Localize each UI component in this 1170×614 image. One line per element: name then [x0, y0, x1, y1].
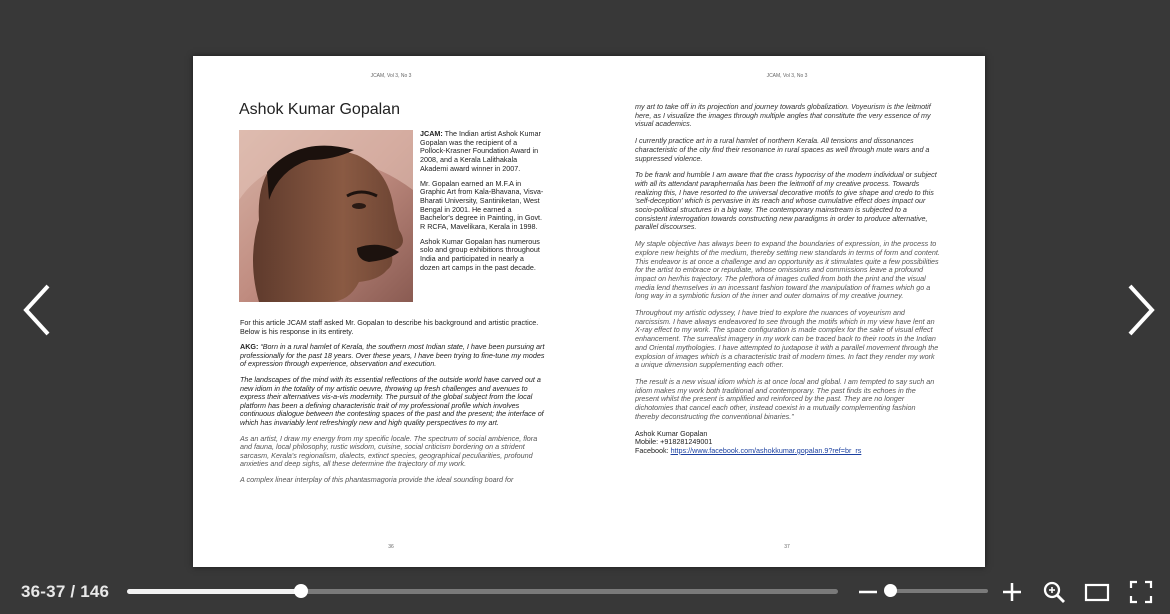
intro-paragraph: [420, 180, 544, 232]
intro-column: [420, 130, 544, 279]
page-view-button[interactable]: [1084, 579, 1110, 605]
energy-paragraph: As an artist, I draw my energy from my specific locale. The spectrum of social ambience, flora and fauna, local philosophy, rustic wisdom, cuisine, social criticism bordering on a strident sarcasm, Kerala's regionalism, dialects, extinct species, geographical peculiarities, profound anxieties and deep sighs, all these determine the trajectory of my work.: [240, 433, 538, 469]
progress-fill: [127, 589, 301, 594]
intro-text-3: Ashok Kumar Gopalan has numerous solo and group exhibitions throughout India and participated in nearly a dozen art camps in the past decade.: [420, 236, 540, 272]
akg-text: “Born in a rural hamlet of Kerala, the southern most Indian state, I have been pursuing art professionally for the past 18 years. Over these years, I have been trying to fine-tune my modes of expression through experience, observation and execution.: [240, 342, 545, 369]
running-head-left: JCAM, Vol 3, No 3: [370, 73, 412, 79]
left-page: [193, 56, 589, 567]
landscapes-paragraph: The landscapes of the mind with its essential reflections of the outside world have carved out a new idiom in the totality of my artistic oeuvre, throwing up fresh challenges and avenues to express their alternatives vis-a-vis modernity. The pursuit of the global subject from the local platform has been a defining characteristic trait of my professional profile which involves continuous dialogue between the contesting spaces of the past and the present; the interface of which has invariably lent refreshingly new and high quality perspectives to my art.: [240, 374, 544, 427]
signature-mobile: Mobile: +918281249001: [635, 437, 713, 447]
right-paragraph: To be frank and humble I am aware that the crass hypocrisy of the modern individual or subject with all its attendant paraphernalia has been the leitmotif of my creative process. Towards realizing this, I have resorted to the universal decorative motifs to give shape and credo to this 'self-deception' which is pervasive in its reach and whose cumulative effect does impact our socio-political structures in a big way. The contemporary mainstream is subjected to a consistent interrogation towards constructing new paradigms in order to produce alternative, parallel discourses.: [635, 170, 937, 232]
viewer-toolbar: [0, 568, 1170, 614]
facebook-link[interactable]: https://www.facebook.com/ashokkumar.gopalan.9?ref=br_rs: [670, 445, 862, 455]
zoom-out-button[interactable]: [855, 579, 881, 605]
intro-text-1: The Indian artist Ashok Kumar Gopalan was the recipient of a Pollock-Krasner Foundation Award in 2008, and a Kerala Lalithakala Akademi award winner in 2007.: [420, 129, 541, 173]
search-button[interactable]: [1041, 579, 1067, 605]
plus-icon: [999, 579, 1025, 605]
right-body: [635, 103, 940, 456]
page-spread: [193, 56, 985, 567]
right-paragraph: I currently practice art in a rural hamlet of northern Kerala. All tensions and dissonances characteristic of the city find their resonance in rural spaces as well through mute wars and a suppressed violence.: [635, 136, 930, 163]
right-paragraph: The result is a new visual idiom which is at once local and global. I am tempted to say such an idiom makes my work both traditional and contemporary. The past finds its echoes in the present whilst the present is amplified and reinforced by the past. They are no longer dichotomies that cancel each other, instead coexist in a mutually complementing fashion thereby deconstructing the conventional binaries.”: [635, 376, 935, 421]
left-body: [240, 319, 545, 492]
intro-text-2: Mr. Gopalan earned an M.F.A in Graphic Art from Kala-Bhavana, Visva-Bharati University, Santiniketan, West Bengal in 2001. He earned a Bachelor's degree in Painting, in Govt. R RCFA, Mavelikara, Kerala in 1998.: [420, 178, 544, 232]
page-number-right: 37: [784, 544, 790, 550]
page-indicator: 36-37 / 146: [21, 582, 110, 601]
page-view-icon: [1084, 579, 1110, 605]
next-page-button[interactable]: [1120, 280, 1160, 340]
progress-handle[interactable]: [294, 584, 308, 598]
running-head-right: JCAM, Vol 3, No 3: [766, 73, 808, 79]
right-page: [589, 56, 985, 567]
portrait-image: [239, 130, 413, 302]
article-title: Ashok Kumar Gopalan: [239, 101, 400, 118]
fullscreen-button[interactable]: [1128, 579, 1154, 605]
zoom-handle[interactable]: [884, 584, 897, 597]
akg-lead: AKG:: [240, 342, 259, 352]
staff-note: [240, 319, 545, 336]
minus-icon: [855, 579, 881, 605]
staff-note-text: For this article JCAM staff asked Mr. Gopalan to describe his background and artistic practice. Below is his response in its entirety.: [240, 318, 539, 336]
fullscreen-icon: [1128, 579, 1154, 605]
zoom-slider[interactable]: [890, 589, 988, 593]
intro-paragraph: [420, 238, 544, 273]
complex-paragraph: A complex linear interplay of this phantasmagoria provide the ideal sounding board for: [240, 474, 514, 484]
magnify-icon: [1041, 579, 1067, 605]
facebook-label: Facebook:: [635, 445, 671, 455]
jcam-lead: JCAM:: [420, 129, 443, 138]
page-progress-slider[interactable]: [127, 589, 838, 594]
right-paragraph: My staple objective has always been to expand the boundaries of expression, in the process to explore new heights of the medium, thereby setting new standards in terms of form and content. This endeavor is at once a challenge and an opportunity as it stimulates quite a few possibilities for the artist to embrace or repudiate, whose omissions and commissions leave a profound impact on her/his trajectory. The plethora of images culled from both the print and the visual media lend themselves in an incessant fashion toward the manipulation of frames which go a long way in a symbiotic fusion of the inner and outer domains of my creative journey.: [635, 239, 940, 301]
chevron-left-icon: [18, 280, 58, 340]
right-paragraph: Throughout my artistic odyssey, I have tried to explore the nuances of voyeurism and narcissism. I have always endeavored to see through the motifs which in my view have lent an X-ray effect to my work. The space configuration is made complex for the sake of visual effect enhancement. The surrealist imagery in my work can be traced back to their roots in the Indian and Oriental mythologies. I have attempted to juxtapose it with a parallel movement through the explosion of images which is a characteristic trait of modern times. In fact they render my work a unique dimension supplementing each other.: [635, 308, 939, 370]
artist-portrait: [239, 130, 413, 302]
zoom-in-button[interactable]: [999, 579, 1025, 605]
page-number-left: 36: [388, 544, 394, 550]
right-paragraph: my art to take off in its projection and journey towards globalization. Voyeurism is the leitmotif here, as I visualize the images through multiple angles that constitute the very essence of my visual academics.: [635, 102, 931, 129]
signature-name: Ashok Kumar Gopalan: [635, 428, 708, 438]
akg-paragraph: [240, 343, 545, 369]
signature-facebook: [635, 447, 940, 456]
chevron-right-icon: [1120, 280, 1160, 340]
intro-paragraph: [420, 130, 544, 174]
previous-page-button[interactable]: [18, 280, 58, 340]
